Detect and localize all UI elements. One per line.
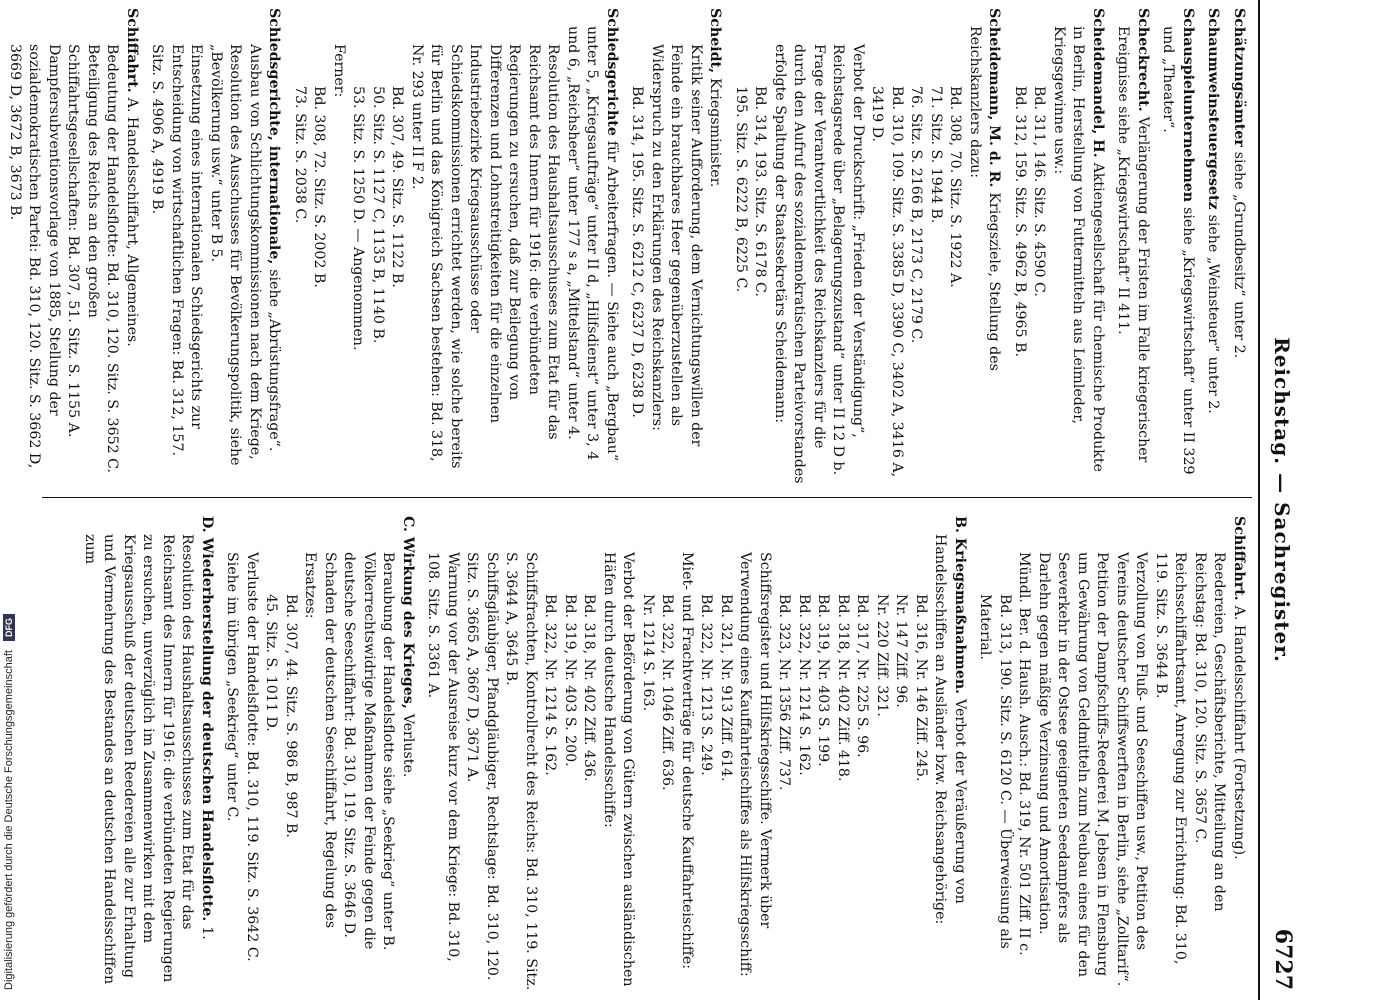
entry-line: Bd. 321, Nr. 913 Ziff. 614.	[718, 594, 734, 782]
entry-line: Frage der Verantwortlichkeit des Reichskanzlers für die durch den Aufruf des sozialdemokratischen Parteivorstandes erfolgte Spaltung der Staatssekretärs Scheidemann:	[772, 44, 827, 484]
entry-keyword: Scheidt,	[707, 8, 724, 78]
entry-line: siehe „Weinsteuer“ unter 2.	[1205, 214, 1222, 414]
entry-line: 53. Sitz. S. 1250 D. — Angenommen.	[350, 86, 367, 351]
entry-line: siehe „Abrüstungsfrage“.	[266, 269, 283, 452]
index-entry	[1229, 8, 1249, 484]
dfg-logo: DFG	[3, 614, 15, 641]
entry-line: 1. Resolution des Haushaltsausschusses zum Etat für das Reichsamt des Innern für 1916: die verbündeten Regierungen zu ersuchen, unverzüglich im Zusammenwirken mit dem Kriegsausschuß der deutschen Reedereien alle zur Erhaltung und Vermehrung des Bestandes an deutschen Handelsschiffen zum	[82, 534, 215, 985]
entry-line: Verluste der Handelsflotte: Bd. 310, 119. Sitz. S. 3642 C.	[244, 552, 260, 962]
entry-line: Bedeutung der Handelsflotte: Bd. 310, 120. Sitz. S. 3652 C.	[104, 44, 121, 474]
entry-line: für Arbeiterfragen. — Siehe auch „Bergbau“ unter 5, „Kriegsaufträge“ unter II d, „Hilfsdienst“ unter 3, 4 und 6, „Reichsheer“ unter 177 s a, „Mittelstand“ unter 4.	[565, 26, 620, 462]
index-entry	[1010, 8, 1108, 484]
index-entry	[1158, 8, 1197, 484]
entry-line: Kriegsminister.	[707, 77, 724, 188]
entry-line: A. Handelsschiffahrt (Fortsetzung).	[1231, 605, 1247, 860]
index-entry	[731, 8, 1004, 484]
index-entry	[1203, 8, 1223, 484]
entry-line: Bd. 318, Nr. 402 Ziff. 418.	[835, 594, 851, 782]
entry-line: Völkerrechtswidrige Maßnahmen der Feinde gegen die deutsche Seeschiffahrt: Bd. 310, 119. Sitz. S. 3646 D.	[341, 552, 377, 950]
entry-line: Nr. 220 Ziff. 321.	[874, 594, 890, 717]
entry-line: Schiffsregister und Hilfskriegsschiffe. Vermerk über Verwendung eines Kauffahrteischiffes als Hilfskriegsschiff:	[737, 552, 773, 977]
entry-line: Bd. 319, Nr. 403 S. 200.	[562, 594, 578, 767]
entry-line: Ferner:	[331, 44, 347, 98]
entry-line: Warnung vor der Ausreise kurz vor dem Kriege: Bd. 310, 108. Sitz. S. 3361 A.	[425, 552, 461, 962]
entry-line: Beteiligung des Reichs an den großen Schiffahrtsgesellschaften: Bd. 307, 51. Sitz. S. 1155 A.	[65, 44, 101, 438]
entry-line: Beraubung der Handelsflotte siehe „Seekrieg“ unter B.	[380, 552, 397, 951]
entry-line: Verzollung von Fluß- und Seeschiffen usw., Petition des Vereins deutscher Schiffswerften in Berlin, siehe „Zolltarif“.	[1114, 552, 1150, 987]
entry-keyword: Schätzungsämter	[1231, 8, 1247, 152]
entry-line: Ausbau von Schlichtungskommissionen nach dem Kriege, Resolution des Ausschusses für Bevölkerungspolitik, siehe „Bevölkerung usw.“ unter B 5.	[208, 44, 263, 466]
entry-line: Bd. 322, Nr. 1213 S. 249.	[698, 594, 715, 776]
entry-line: Reedereien, Geschäftsberichte, Mitteilung an den Reichstag: Bd. 310, 120. Sitz. S. 3657 C.	[1192, 552, 1228, 912]
entry-line: Bd. 308, 70. Sitz. S. 1922 A.	[947, 86, 964, 288]
entry-line: Aktiengesellschaft für chemische Produkte in Berlin, Herstellung von Futtermitteln aus Leimleder, Kriegsgewinne usw.:	[1051, 26, 1106, 472]
index-entry	[975, 516, 1248, 992]
index-entry	[80, 516, 217, 992]
entry-line: 50. Sitz. S. 1127 C, 1135 B, 1140 B.	[370, 86, 386, 344]
entry-line: Schaden der deutschen Seeschiffahrt, Regelung des Ersatzes:	[302, 552, 338, 929]
entry-line: Bd. 322, Nr. 1046 Ziff. 636.	[659, 594, 676, 791]
entry-keyword: Scheidemann, M. d. R.	[986, 8, 1003, 193]
entry-line: Bd. 318, Nr. 402 Ziff. 436.	[581, 594, 598, 782]
entry-line: 71. Sitz. S. 1944 B.	[928, 86, 944, 224]
entry-line: A. Handelsschiffahrt, Allgemeines.	[124, 97, 140, 347]
entry-line: 73. Sitz. S. 2038 C.	[292, 86, 308, 224]
entry-keyword: B. Kriegsmaßnahmen.	[952, 516, 968, 700]
left-column	[0, 8, 1248, 484]
entry-line: Verlängerung der Fristen im Falle kriegerischer Ereignisse siehe „Kriegswirtschaft“ II 411.	[1115, 26, 1151, 463]
entry-line: Bd. 308, 72. Sitz. S. 2002 B.	[311, 86, 328, 288]
index-entry	[5, 8, 142, 484]
entry-line: 195. Sitz. S. 6222 B, 6225 C.	[733, 86, 749, 293]
page-header	[1258, 0, 1300, 1000]
entry-keyword: Schaumweinsteuergesetz	[1205, 8, 1222, 215]
entry-line: Bd. 307, 49. Sitz. S. 1122 B.	[389, 86, 406, 288]
page-number: 6727	[1270, 928, 1296, 990]
entry-line: Bd. 316, Nr. 146 Ziff. 245.	[913, 594, 929, 782]
entry-keyword: Schauspielunternehmen	[1180, 8, 1196, 208]
entry-line: Bd. 310, 109. Sitz. S. 3385 D, 3390 C, 3402 A, 3416 A, 3419 D.	[869, 86, 905, 478]
entry-line: Kritik seiner Aufforderung, dem Vernichtungswillen der Feinde ein brauchbares Heer gegenüberzustellen als Widerspruch zu den Erklärungen des Reichskanzlers:	[649, 44, 704, 447]
entry-keyword: Schiffahrt.	[124, 8, 140, 98]
index-entry	[1113, 8, 1152, 484]
entry-keyword: Scheckrecht.	[1135, 8, 1151, 117]
entry-line: Mündl. Ber. d. Haush. Ausch.: Bd. 319, Nr. 501 Ziff. II c.	[1016, 552, 1033, 956]
entry-line: Dampfersubventionsvorlage von 1885, Stellung der sozialdemokratischen Partei: Bd. 310, 120. Sitz. S. 3662 D, 3669 D, 3672 B, 3673 B.	[7, 44, 62, 469]
entry-keyword: Scheidemandel, H.	[1090, 8, 1106, 163]
entry-keyword: Schiedsgerichte	[604, 8, 620, 141]
entry-line: Bd. 319, Nr. 403 S. 199.	[815, 594, 832, 767]
entry-line: Nr. 147 Ziff. 96.	[893, 594, 910, 708]
entry-line: Verbot der Beförderung von Gütern zwischen ausländischen Häfen durch deutsche Handelsschiffe:	[601, 552, 637, 987]
entry-keyword: Schiedsgerichte, internationale,	[266, 8, 283, 270]
entry-line: Verbot der Veräußerung von Handelsschiffen an Ausländer bzw. Reichsangehörige:	[932, 534, 968, 925]
entry-line: 76. Sitz. S. 2166 B, 2173 C, 2179 C.	[908, 86, 925, 344]
entry-line: Schiffsgläubiger, Pfandgläubiger, Rechtslage: Bd. 310, 120. Sitz. S. 3665 A, 3667 D, 3671 A.	[464, 552, 500, 981]
entry-line: Bd. 323, Nr. 1356 Ziff. 737.	[776, 594, 793, 791]
credit-text: Digitalisierung gefördert durch die Deutsche Forschungsgemeinschaft	[3, 650, 15, 990]
entry-line: Nr. 1214 S. 163.	[640, 594, 656, 712]
entry-line: Bd. 311, 146. Sitz. S. 4590 C.	[1031, 86, 1048, 297]
entry-line: Petition der Dampfschiffs-Reederei M. Jebsen in Flensburg um Gewährung von Geldmitteln zum Neubau eines für den Seeverkehr in der Ostsee geeigneten Seedampfers als Darlehn gegen mäßige Verzinsung und Amortisation.	[1036, 552, 1111, 978]
entry-line: Verluste.	[400, 713, 416, 778]
index-entry	[423, 516, 969, 992]
entry-line: Bd. 322, Nr. 1214 S. 162.	[542, 594, 559, 776]
entry-line: Siehe im übrigen „Seekrieg“ unter C.	[224, 552, 241, 822]
entry-keyword: Schiffahrt.	[1231, 516, 1247, 606]
index-entry	[222, 516, 417, 992]
entry-keyword: D. Wiederherstellung der deutschen Handelsflotte.	[199, 516, 215, 927]
entry-line: Bd. 314, 195. Sitz. S. 6212 C, 6237 D, 6238 D.	[629, 86, 646, 418]
entry-line: Schiffsfrachten, Kontrollrecht des Reichs: Bd. 310, 119. Sitz. S. 3644 A, 3645 B.	[503, 552, 539, 991]
entry-line: Bd. 307, 44. Sitz. S. 986 B, 987 B.	[283, 594, 299, 838]
entry-line: siehe „Grundbesitz“ unter 2.	[1231, 151, 1247, 359]
entry-line: Bd. 322, Nr. 1214 S. 162.	[796, 594, 812, 776]
entry-line: Bd. 313, 190. Sitz. S. 6120 C. — Überweisung als Material.	[977, 594, 1013, 949]
right-column	[74, 516, 1249, 992]
entry-line: Kriegsziele, Stellung des Reichskanzlers dazu:	[967, 26, 1003, 371]
index-entry	[147, 8, 284, 484]
entry-line: siehe „Kriegswirtschaft“ unter II 329 und „Theater“.	[1160, 26, 1196, 475]
entry-line: Verbot der Druckschrift: „Frieden der Verständigung“, Reichstagsrede über „Belagerungszustand“ unter II 12 D b.	[830, 44, 866, 476]
entry-line: Miet- und Frachtverträge für deutsche Kauffahrteischiffe:	[679, 552, 695, 970]
running-head: Reichstag. — Sachregister.	[1270, 337, 1294, 663]
entry-line: Bd. 314, 193. Sitz. S. 6178 C.	[752, 86, 769, 297]
index-entry	[627, 8, 725, 484]
entry-line: 45. Sitz. S. 1011 D.	[263, 594, 280, 732]
entry-line: Reichsschiffahrtsamt, Anregung zur Errichtung: Bd. 310, 119. Sitz. S. 3644 B.	[1153, 552, 1189, 965]
index-entry	[290, 8, 622, 484]
entry-keyword: C. Wirkung des Krieges,	[400, 516, 416, 714]
entry-line: Einsetzung eines internationalen Schiedsgerichts zur Entscheidung von wirtschaftlichen Fragen: Bd. 312, 157. Sitz. S. 4906 A, 4919 B.	[149, 44, 205, 456]
entry-line: Bd. 312, 159. Sitz. S. 4962 B, 4965 B.	[1012, 86, 1028, 358]
entry-line: Resolution des Haushaltsausschusses zum Etat für das Reichsamt des Innern für 1916: die verbündeten Regierungen zu ersuchen, daß zur Beilegung von Differenzen und Lohnstreitigkeiten für die einzelnen Industriebezirke Kriegsausschüsse oder Schiedskommissionen errichtet werden, wie solche bereits für Berlin und das Königreich Sachsen bestehen: Bd. 318, Nr. 293 unter II F 2.	[409, 44, 562, 469]
column-divider	[42, 497, 1252, 498]
entry-line: Bd. 317, Nr. 225 S. 96.	[854, 594, 871, 758]
